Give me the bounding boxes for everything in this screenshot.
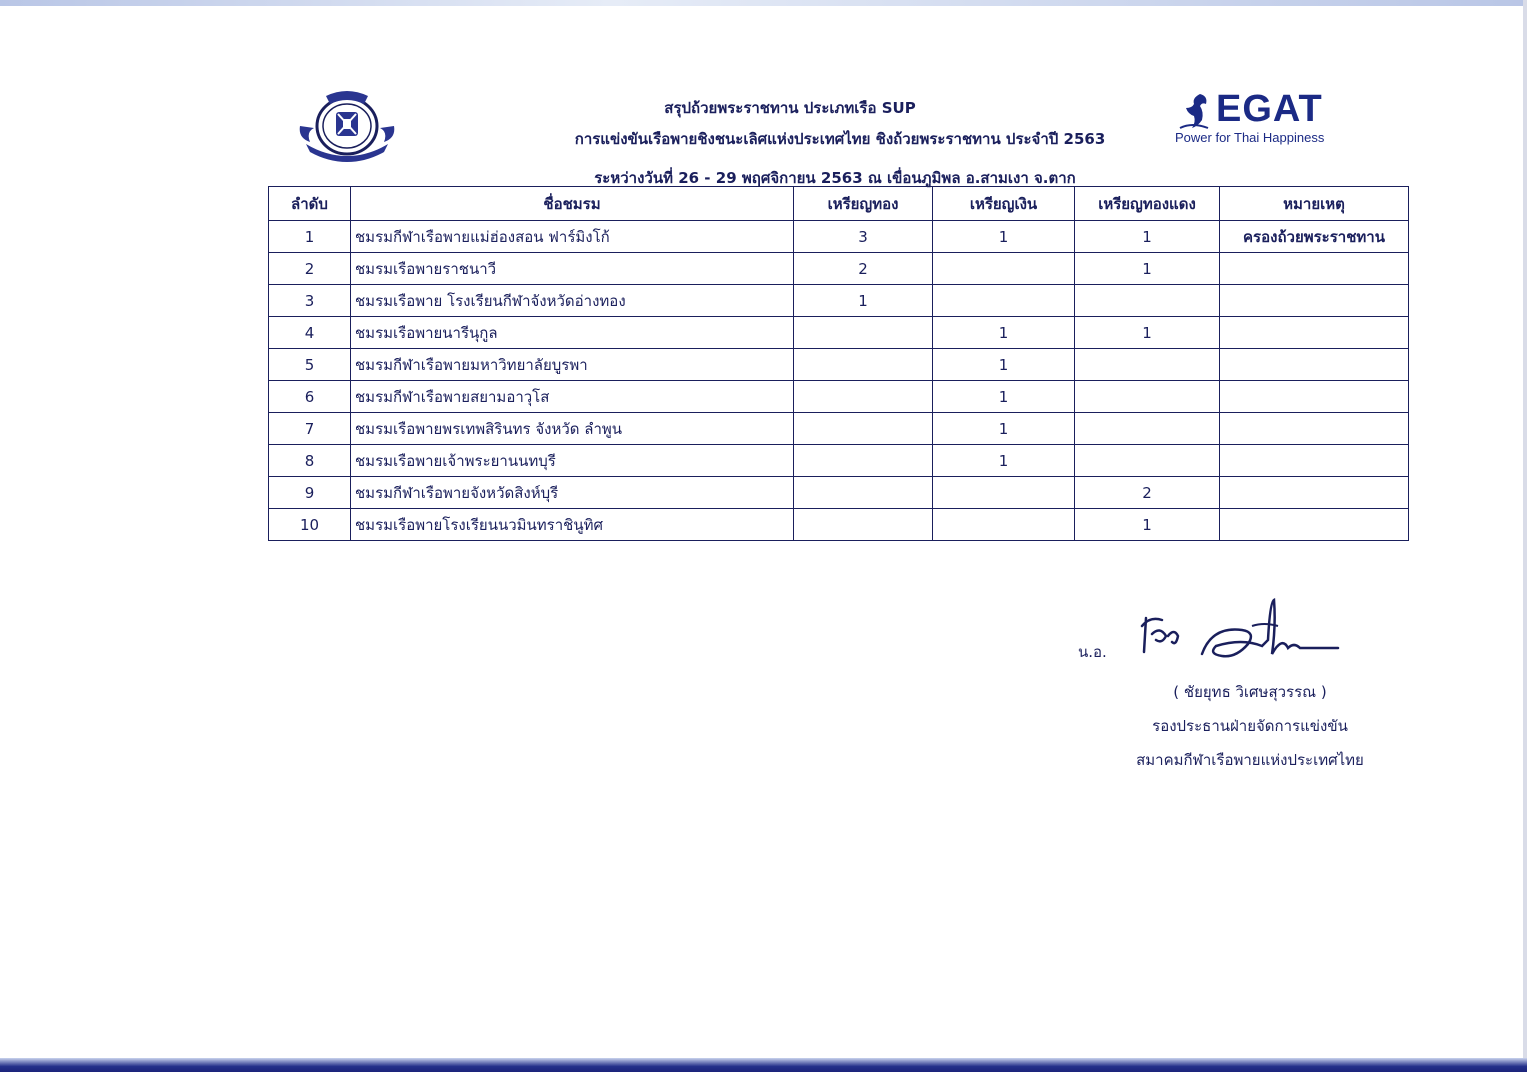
bottom-edge-band <box>0 1058 1527 1072</box>
medal-summary-table <box>268 186 1409 541</box>
table-row <box>269 477 1409 509</box>
gold-cell <box>794 445 933 477</box>
bronze-cell: 1 <box>1075 317 1220 349</box>
silver-cell <box>933 509 1075 541</box>
gold-cell <box>794 317 933 349</box>
silver-cell: 1 <box>933 413 1075 445</box>
silver-cell: 1 <box>933 317 1075 349</box>
note-cell <box>1220 413 1409 445</box>
club-cell: ชมรมเรือพายโรงเรียนนวมินทราชินูทิศ <box>351 509 794 541</box>
signer-rank-prefix: น.อ. <box>1078 643 1107 661</box>
club-cell: ชมรมเรือพายเจ้าพระยานนทบุรี <box>351 445 794 477</box>
rank-cell: 10 <box>269 509 351 541</box>
table-row <box>269 509 1409 541</box>
club-cell: ชมรมกีฬาเรือพายมหาวิทยาลัยบูรพา <box>351 349 794 381</box>
club-cell: ชมรมเรือพายราชนาวี <box>351 253 794 285</box>
signer-organization: สมาคมกีฬาเรือพายแห่งประเทศไทย <box>1136 751 1364 769</box>
bronze-cell <box>1075 445 1220 477</box>
club-cell: ชมรมกีฬาเรือพายสยามอาวุโส <box>351 381 794 413</box>
table-row <box>269 317 1409 349</box>
signer-name: ( ชัยยุทธ วิเศษสุวรรณ ) <box>1173 683 1327 701</box>
club-cell: ชมรมเรือพายนารีนุกูล <box>351 317 794 349</box>
silver-cell <box>933 477 1075 509</box>
table-row <box>269 381 1409 413</box>
rank-cell: 2 <box>269 253 351 285</box>
handwritten-signature-icon <box>1132 596 1342 672</box>
note-cell <box>1220 349 1409 381</box>
silver-cell: 1 <box>933 445 1075 477</box>
note-cell <box>1220 381 1409 413</box>
rank-cell: 9 <box>269 477 351 509</box>
bronze-cell: 1 <box>1075 509 1220 541</box>
note-cell: ครองถ้วยพระราชทาน <box>1220 221 1409 253</box>
gold-cell <box>794 381 933 413</box>
rank-cell: 6 <box>269 381 351 413</box>
table-row <box>269 413 1409 445</box>
header-gold: เหรียญทอง <box>794 187 933 221</box>
silver-cell <box>933 285 1075 317</box>
silver-cell <box>933 253 1075 285</box>
gold-cell: 2 <box>794 253 933 285</box>
bronze-cell: 2 <box>1075 477 1220 509</box>
note-cell <box>1220 285 1409 317</box>
gold-cell <box>794 413 933 445</box>
right-edge-shadow <box>1523 0 1527 1072</box>
note-cell <box>1220 445 1409 477</box>
header-silver: เหรียญเงิน <box>933 187 1075 221</box>
header-rank: ลำดับ <box>269 187 351 221</box>
club-cell: ชมรมกีฬาเรือพายจังหวัดสิงห์บุรี <box>351 477 794 509</box>
table-row <box>269 445 1409 477</box>
egat-tagline: Power for Thai Happiness <box>1175 130 1325 145</box>
bronze-cell <box>1075 413 1220 445</box>
header-club: ชื่อชมรม <box>351 187 794 221</box>
gold-cell: 3 <box>794 221 933 253</box>
note-cell <box>1220 477 1409 509</box>
rank-cell: 7 <box>269 413 351 445</box>
bronze-cell: 1 <box>1075 253 1220 285</box>
report-title: สรุปถ้วยพระราชทาน ประเภทเรือ SUP <box>664 99 916 117</box>
signer-position: รองประธานฝ่ายจัดการแข่งขัน <box>1152 717 1348 735</box>
bronze-cell <box>1075 349 1220 381</box>
association-emblem-icon <box>296 86 398 162</box>
bronze-cell <box>1075 381 1220 413</box>
silver-cell: 1 <box>933 381 1075 413</box>
header-bronze: เหรียญทองแดง <box>1075 187 1220 221</box>
rank-cell: 5 <box>269 349 351 381</box>
club-cell: ชมรมเรือพายพรเทพสิรินทร จังหวัด ลำพูน <box>351 413 794 445</box>
gold-cell <box>794 509 933 541</box>
gold-cell <box>794 349 933 381</box>
bronze-cell <box>1075 285 1220 317</box>
table-row <box>269 253 1409 285</box>
bronze-cell: 1 <box>1075 221 1220 253</box>
silver-cell: 1 <box>933 221 1075 253</box>
competition-title: การแข่งขันเรือพายชิงชนะเลิศแห่งประเทศไทย ชิงถ้วยพระราชทาน ประจำปี 2563 <box>574 130 1106 148</box>
club-cell: ชมรมเรือพาย โรงเรียนกีฬาจังหวัดอ่างทอง <box>351 285 794 317</box>
gold-cell: 1 <box>794 285 933 317</box>
table-row <box>269 349 1409 381</box>
egat-wordmark: EGAT <box>1216 88 1323 130</box>
table-header-row <box>269 187 1409 221</box>
event-date-location: ระหว่างวันที่ 26 - 29 พฤศจิกายน 2563 ณ เขื่อนภูมิพล อ.สามเงา จ.ตาก <box>594 169 1076 187</box>
table-row <box>269 285 1409 317</box>
gold-cell <box>794 477 933 509</box>
header-note: หมายเหตุ <box>1220 187 1409 221</box>
note-cell <box>1220 253 1409 285</box>
rank-cell: 1 <box>269 221 351 253</box>
rank-cell: 4 <box>269 317 351 349</box>
table-row <box>269 221 1409 253</box>
club-cell: ชมรมกีฬาเรือพายแม่ฮ่องสอน ฟาร์มิงโก้ <box>351 221 794 253</box>
signature-block <box>1060 596 1420 796</box>
egat-mark-icon <box>1178 92 1218 132</box>
egat-logo <box>1172 88 1402 152</box>
note-cell <box>1220 317 1409 349</box>
rank-cell: 8 <box>269 445 351 477</box>
silver-cell: 1 <box>933 349 1075 381</box>
top-edge-band <box>0 0 1527 6</box>
rank-cell: 3 <box>269 285 351 317</box>
note-cell <box>1220 509 1409 541</box>
